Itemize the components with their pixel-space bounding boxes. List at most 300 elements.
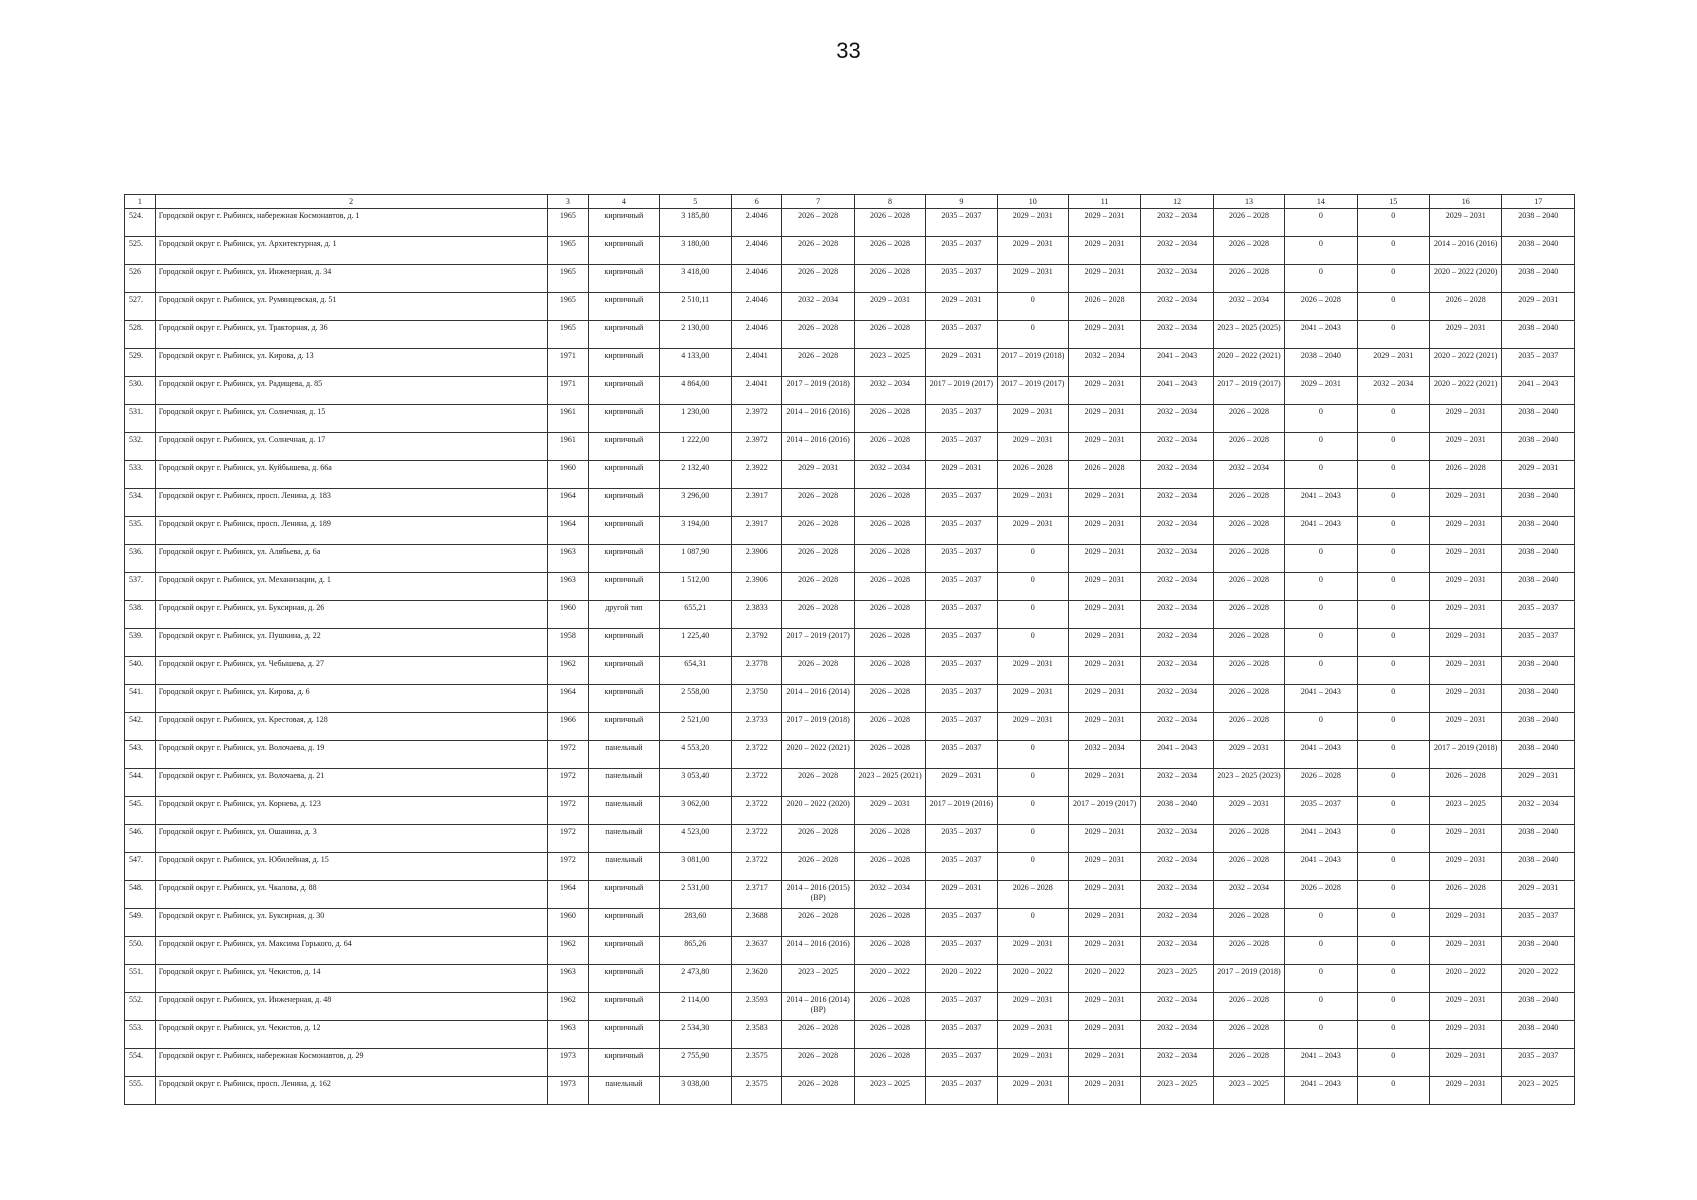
table-cell: 2026 – 2028: [854, 209, 925, 237]
table-cell: 2017 – 2019 (2017): [926, 377, 997, 405]
table-cell: 2032 – 2034: [1141, 629, 1213, 657]
table-cell: 2026 – 2028: [854, 685, 925, 713]
table-cell: 2035 – 2037: [1502, 909, 1575, 937]
table-cell: 550.: [125, 937, 156, 965]
table-cell: 2.3722: [731, 825, 781, 853]
table-cell: 2.3722: [731, 797, 781, 825]
table-cell: 1972: [547, 769, 589, 797]
table-cell: 2017 – 2019 (2018): [782, 377, 854, 405]
table-cell: 2038 – 2040: [1502, 937, 1575, 965]
table-cell: 1958: [547, 629, 589, 657]
table-cell: 2035 – 2037: [926, 573, 997, 601]
table-cell: 0: [997, 545, 1068, 573]
table-cell: 2038 – 2040: [1502, 853, 1575, 881]
table-cell: 2035 – 2037: [1502, 349, 1575, 377]
table-cell: 2026 – 2028: [854, 265, 925, 293]
table-cell: 0: [1285, 545, 1357, 573]
table-cell: 2038 – 2040: [1502, 657, 1575, 685]
table-cell: 2032 – 2034: [1141, 937, 1213, 965]
table-cell: 2032 – 2034: [1141, 601, 1213, 629]
table-cell: Городской округ г. Рыбинск, ул. Чекистов, д. 14: [155, 965, 547, 993]
table-cell: 2029 – 2031: [1502, 293, 1575, 321]
table-row: [125, 209, 1575, 237]
table-cell: 2035 – 2037: [926, 993, 997, 1021]
table-cell: 2026 – 2028: [1430, 461, 1502, 489]
table-cell: 2026 – 2028: [854, 937, 925, 965]
table-row: [125, 993, 1575, 1021]
table-cell: 2026 – 2028: [854, 741, 925, 769]
table-cell: 2.3972: [731, 433, 781, 461]
table-cell: 2026 – 2028: [1285, 293, 1357, 321]
table-cell: 2.4046: [731, 293, 781, 321]
table-cell: 0: [1357, 741, 1429, 769]
table-cell: 2032 – 2034: [1141, 993, 1213, 1021]
table-cell: 2035 – 2037: [926, 629, 997, 657]
table-cell: 2029 – 2031: [1430, 1021, 1502, 1049]
table-cell: 0: [997, 293, 1068, 321]
table-cell: 2029 – 2031: [1068, 825, 1140, 853]
table-cell: 2032 – 2034: [854, 461, 925, 489]
table-cell: панельный: [589, 853, 659, 881]
table-cell: 2020 – 2022: [926, 965, 997, 993]
table-cell: 2032 – 2034: [1141, 209, 1213, 237]
table-cell: 2.4046: [731, 321, 781, 349]
table-cell: 2017 – 2019 (2017): [997, 377, 1068, 405]
table-cell: 2029 – 2031: [1430, 601, 1502, 629]
table-cell: 2032 – 2034: [854, 881, 925, 909]
table-cell: 2029 – 2031: [1213, 797, 1284, 825]
table-cell: 1 225,40: [659, 629, 731, 657]
table-cell: 0: [1357, 1021, 1429, 1049]
table-cell: 2032 – 2034: [1141, 433, 1213, 461]
table-cell: 2.4041: [731, 377, 781, 405]
table-cell: 2.3722: [731, 741, 781, 769]
table-cell: 2026 – 2028: [782, 657, 854, 685]
table-cell: 2026 – 2028: [782, 825, 854, 853]
column-header: 14: [1285, 195, 1357, 209]
table-cell: 0: [1357, 797, 1429, 825]
table-header-row: [125, 195, 1575, 209]
table-cell: 2026 – 2028: [782, 349, 854, 377]
table-cell: 2035 – 2037: [926, 237, 997, 265]
table-row: [125, 769, 1575, 797]
table-cell: 0: [1357, 1077, 1429, 1105]
table-cell: Городской округ г. Рыбинск, ул. Буксирная, д. 26: [155, 601, 547, 629]
table-body: [125, 209, 1575, 1105]
table-cell: 2023 – 2025: [1141, 965, 1213, 993]
table-cell: 0: [997, 321, 1068, 349]
column-header: 9: [926, 195, 997, 209]
table-cell: 2026 – 2028: [1213, 993, 1284, 1021]
table-cell: 2026 – 2028: [782, 321, 854, 349]
table-cell: Городской округ г. Рыбинск, ул. Куйбышева, д. 66а: [155, 461, 547, 489]
table-cell: 1965: [547, 321, 589, 349]
table-cell: 2032 – 2034: [1141, 321, 1213, 349]
table-cell: 2041 – 2043: [1285, 685, 1357, 713]
table-cell: 2038 – 2040: [1502, 545, 1575, 573]
table-cell: 1961: [547, 433, 589, 461]
table-cell: кирпичный: [589, 685, 659, 713]
table-cell: 3 180,00: [659, 237, 731, 265]
table-row: [125, 881, 1575, 909]
table-cell: 2023 – 2025 (2021): [854, 769, 925, 797]
table-cell: 2029 – 2031: [997, 1077, 1068, 1105]
table-cell: 2020 – 2022: [997, 965, 1068, 993]
table-cell: 2020 – 2022: [1068, 965, 1140, 993]
table-cell: 2029 – 2031: [1430, 909, 1502, 937]
table-cell: 544.: [125, 769, 156, 797]
table-cell: 2029 – 2031: [1430, 573, 1502, 601]
table-cell: 2029 – 2031: [1285, 377, 1357, 405]
table-cell: 2.3717: [731, 881, 781, 909]
table-cell: 2026 – 2028: [782, 209, 854, 237]
table-cell: другой тип: [589, 601, 659, 629]
table-cell: кирпичный: [589, 433, 659, 461]
table-cell: 2029 – 2031: [1068, 853, 1140, 881]
table-cell: 2029 – 2031: [1068, 909, 1140, 937]
column-header: 8: [854, 195, 925, 209]
table-cell: 2035 – 2037: [926, 853, 997, 881]
column-header: 7: [782, 195, 854, 209]
table-cell: 532.: [125, 433, 156, 461]
table-cell: 2038 – 2040: [1502, 1021, 1575, 1049]
table-cell: 2026 – 2028: [782, 769, 854, 797]
table-cell: 2038 – 2040: [1502, 489, 1575, 517]
table-cell: 2026 – 2028: [1213, 209, 1284, 237]
table-cell: 2032 – 2034: [1141, 489, 1213, 517]
table-cell: 0: [1285, 713, 1357, 741]
table-cell: кирпичный: [589, 461, 659, 489]
table-cell: 2035 – 2037: [926, 265, 997, 293]
table-cell: 0: [1357, 629, 1429, 657]
table-cell: 2.3917: [731, 489, 781, 517]
column-header: 4: [589, 195, 659, 209]
table-cell: 2017 – 2019 (2018): [997, 349, 1068, 377]
table-cell: Городской округ г. Рыбинск, ул. Корнева, д. 123: [155, 797, 547, 825]
table-cell: 4 553,20: [659, 741, 731, 769]
table-cell: 1 087,90: [659, 545, 731, 573]
table-cell: 536.: [125, 545, 156, 573]
table-cell: 554.: [125, 1049, 156, 1077]
table-cell: 2035 – 2037: [926, 713, 997, 741]
table-cell: 2029 – 2031: [1430, 545, 1502, 573]
table-cell: 2029 – 2031: [997, 237, 1068, 265]
table-cell: 2026 – 2028: [854, 657, 925, 685]
table-cell: 2020 – 2022 (2020): [1430, 265, 1502, 293]
table-cell: 2029 – 2031: [854, 293, 925, 321]
column-header: 12: [1141, 195, 1213, 209]
table-cell: Городской округ г. Рыбинск, ул. Максима Горького, д. 64: [155, 937, 547, 965]
table-row: [125, 937, 1575, 965]
table-cell: 2029 – 2031: [1068, 1021, 1140, 1049]
column-header: 6: [731, 195, 781, 209]
table-cell: 2017 – 2019 (2018): [1213, 965, 1284, 993]
table-cell: Городской округ г. Рыбинск, ул. Механизации, д. 1: [155, 573, 547, 601]
table-cell: 2029 – 2031: [926, 881, 997, 909]
table-cell: Городской округ г. Рыбинск, просп. Ленина, д. 183: [155, 489, 547, 517]
table-cell: 1965: [547, 209, 589, 237]
table-cell: 2026 – 2028: [997, 461, 1068, 489]
table-cell: кирпичный: [589, 237, 659, 265]
table-cell: Городской округ г. Рыбинск, ул. Волочаева, д. 19: [155, 741, 547, 769]
table-cell: 0: [997, 909, 1068, 937]
table-cell: 2038 – 2040: [1502, 993, 1575, 1021]
table-cell: 2041 – 2043: [1285, 1049, 1357, 1077]
table-cell: 2.3722: [731, 769, 781, 797]
table-cell: 2029 – 2031: [1430, 937, 1502, 965]
table-cell: 2029 – 2031: [1068, 405, 1140, 433]
table-cell: 0: [1357, 881, 1429, 909]
table-cell: 2038 – 2040: [1502, 713, 1575, 741]
table-cell: 1 230,00: [659, 405, 731, 433]
table-row: [125, 1049, 1575, 1077]
table-cell: 2029 – 2031: [997, 1021, 1068, 1049]
table-cell: 2026 – 2028: [854, 993, 925, 1021]
table-cell: 546.: [125, 825, 156, 853]
table-cell: 2017 – 2019 (2018): [1430, 741, 1502, 769]
table-cell: 531.: [125, 405, 156, 433]
table-cell: Городской округ г. Рыбинск, набережная Космонавтов, д. 1: [155, 209, 547, 237]
table-cell: Городской округ г. Рыбинск, ул. Чебышева, д. 27: [155, 657, 547, 685]
table-cell: 1972: [547, 741, 589, 769]
table-cell: 2029 – 2031: [997, 433, 1068, 461]
table-cell: 0: [1285, 237, 1357, 265]
table-cell: 2017 – 2019 (2017): [782, 629, 854, 657]
table-cell: 0: [1285, 1021, 1357, 1049]
table-cell: 1966: [547, 713, 589, 741]
table-cell: 0: [1357, 321, 1429, 349]
table-cell: 2035 – 2037: [926, 405, 997, 433]
table-cell: Городской округ г. Рыбинск, ул. Юбилейная, д. 15: [155, 853, 547, 881]
table-cell: 2029 – 2031: [997, 713, 1068, 741]
table-cell: 2041 – 2043: [1141, 741, 1213, 769]
table-cell: 1964: [547, 489, 589, 517]
table-cell: 2035 – 2037: [926, 433, 997, 461]
table-cell: 526: [125, 265, 156, 293]
table-cell: 2.4046: [731, 209, 781, 237]
table-cell: Городской округ г. Рыбинск, ул. Пушкина, д. 22: [155, 629, 547, 657]
table-cell: 2026 – 2028: [854, 405, 925, 433]
table-cell: 2026 – 2028: [854, 713, 925, 741]
table-cell: панельный: [589, 769, 659, 797]
table-cell: 2029 – 2031: [1430, 993, 1502, 1021]
table-cell: 0: [1357, 545, 1429, 573]
table-cell: Городской округ г. Рыбинск, ул. Чкалова, д. 88: [155, 881, 547, 909]
table-row: [125, 517, 1575, 545]
table-cell: 1963: [547, 545, 589, 573]
table-cell: 2032 – 2034: [1141, 769, 1213, 797]
table-cell: 655,21: [659, 601, 731, 629]
table-cell: 0: [1357, 209, 1429, 237]
table-cell: 525.: [125, 237, 156, 265]
column-header: 3: [547, 195, 589, 209]
table-cell: 2029 – 2031: [1068, 545, 1140, 573]
column-header: 16: [1430, 195, 1502, 209]
table-cell: 2026 – 2028: [854, 433, 925, 461]
table-cell: 1963: [547, 1021, 589, 1049]
table-cell: 2.3917: [731, 517, 781, 545]
table-cell: 2.3906: [731, 545, 781, 573]
table-cell: 2026 – 2028: [1430, 293, 1502, 321]
table-cell: 2026 – 2028: [782, 853, 854, 881]
table-cell: 2032 – 2034: [1141, 461, 1213, 489]
table-cell: 0: [1285, 433, 1357, 461]
table-cell: 4 523,00: [659, 825, 731, 853]
table-cell: 2.3972: [731, 405, 781, 433]
table-cell: 2029 – 2031: [1502, 461, 1575, 489]
table-cell: 2029 – 2031: [997, 685, 1068, 713]
table-cell: 2038 – 2040: [1502, 209, 1575, 237]
table-cell: Городской округ г. Рыбинск, ул. Радищева, д. 85: [155, 377, 547, 405]
table-cell: 2032 – 2034: [1141, 517, 1213, 545]
table-cell: 0: [1285, 209, 1357, 237]
table-cell: Городской округ г. Рыбинск, просп. Ленина, д. 162: [155, 1077, 547, 1105]
table-cell: 2029 – 2031: [1068, 657, 1140, 685]
table-cell: 2026 – 2028: [1213, 545, 1284, 573]
table-cell: 2035 – 2037: [926, 1077, 997, 1105]
table-cell: 2026 – 2028: [1213, 405, 1284, 433]
table-cell: 2029 – 2031: [1502, 769, 1575, 797]
table-cell: 551.: [125, 965, 156, 993]
table-cell: 3 418,00: [659, 265, 731, 293]
table-cell: 2.3722: [731, 853, 781, 881]
table-cell: кирпичный: [589, 713, 659, 741]
table-cell: 2035 – 2037: [926, 825, 997, 853]
column-header: 13: [1213, 195, 1284, 209]
table-cell: 2035 – 2037: [926, 1049, 997, 1077]
table-cell: 0: [1357, 293, 1429, 321]
table-cell: 2035 – 2037: [926, 601, 997, 629]
table-cell: кирпичный: [589, 1049, 659, 1077]
table-row: [125, 1077, 1575, 1105]
table-cell: 2038 – 2040: [1502, 573, 1575, 601]
table-row: [125, 909, 1575, 937]
table-cell: кирпичный: [589, 1021, 659, 1049]
table-cell: 2014 – 2016 (2014) (ВР): [782, 993, 854, 1021]
table-cell: 2029 – 2031: [1068, 237, 1140, 265]
table-cell: Городской округ г. Рыбинск, просп. Ленина, д. 189: [155, 517, 547, 545]
table-row: [125, 377, 1575, 405]
table-row: [125, 797, 1575, 825]
table-cell: 1965: [547, 237, 589, 265]
table-cell: 0: [1357, 601, 1429, 629]
table-cell: Городской округ г. Рыбинск, ул. Алябьева, д. 6а: [155, 545, 547, 573]
table-cell: 2038 – 2040: [1502, 237, 1575, 265]
table-cell: Городской округ г. Рыбинск, набережная Космонавтов, д. 29: [155, 1049, 547, 1077]
table-cell: 2026 – 2028: [782, 1077, 854, 1105]
table-cell: 3 185,80: [659, 209, 731, 237]
table-cell: 2032 – 2034: [1141, 853, 1213, 881]
table-cell: 2035 – 2037: [926, 909, 997, 937]
table-cell: 2 521,00: [659, 713, 731, 741]
table-cell: кирпичный: [589, 405, 659, 433]
table-cell: 2026 – 2028: [854, 909, 925, 937]
table-cell: 2029 – 2031: [1068, 517, 1140, 545]
table-cell: 2041 – 2043: [1285, 517, 1357, 545]
table-cell: 527.: [125, 293, 156, 321]
table-cell: 2029 – 2031: [997, 937, 1068, 965]
table-cell: 1963: [547, 573, 589, 601]
table-cell: 2026 – 2028: [854, 1049, 925, 1077]
table-cell: 2029 – 2031: [1502, 881, 1575, 909]
table-cell: 530.: [125, 377, 156, 405]
table-cell: 2032 – 2034: [1141, 265, 1213, 293]
table-cell: 2029 – 2031: [997, 489, 1068, 517]
table-cell: 1971: [547, 377, 589, 405]
table-cell: 2029 – 2031: [1430, 209, 1502, 237]
table-cell: 0: [1357, 769, 1429, 797]
table-cell: 2020 – 2022: [1502, 965, 1575, 993]
table-cell: 2026 – 2028: [854, 853, 925, 881]
table-cell: 2029 – 2031: [1068, 377, 1140, 405]
table-cell: 2032 – 2034: [1141, 405, 1213, 433]
table-cell: 2029 – 2031: [1430, 1077, 1502, 1105]
table-cell: 2.3833: [731, 601, 781, 629]
table-cell: 0: [1357, 489, 1429, 517]
table-cell: 552.: [125, 993, 156, 1021]
table-cell: 538.: [125, 601, 156, 629]
table-cell: 2029 – 2031: [1068, 321, 1140, 349]
table-cell: 2032 – 2034: [1141, 237, 1213, 265]
table-cell: 533.: [125, 461, 156, 489]
table-row: [125, 825, 1575, 853]
table-cell: 2029 – 2031: [1430, 685, 1502, 713]
table-cell: 2029 – 2031: [1068, 1049, 1140, 1077]
table-cell: 0: [997, 573, 1068, 601]
table-cell: 2020 – 2022: [854, 965, 925, 993]
table-cell: 0: [1285, 965, 1357, 993]
table-cell: Городской округ г. Рыбинск, ул. Волочаева, д. 21: [155, 769, 547, 797]
table-cell: 2029 – 2031: [997, 517, 1068, 545]
table-cell: 0: [997, 769, 1068, 797]
table-cell: 2020 – 2022 (2021): [1213, 349, 1284, 377]
table-cell: Городской округ г. Рыбинск, ул. Инженерная, д. 34: [155, 265, 547, 293]
table-row: [125, 657, 1575, 685]
table-cell: 0: [997, 601, 1068, 629]
table-cell: 2029 – 2031: [854, 797, 925, 825]
table-cell: 2 531,00: [659, 881, 731, 909]
table-cell: 2032 – 2034: [1068, 349, 1140, 377]
table-cell: 2029 – 2031: [997, 993, 1068, 1021]
table-row: [125, 965, 1575, 993]
table-cell: 2026 – 2028: [1285, 881, 1357, 909]
table-cell: 0: [1357, 825, 1429, 853]
table-cell: 2041 – 2043: [1285, 1077, 1357, 1105]
table-cell: 2029 – 2031: [1430, 321, 1502, 349]
table-cell: 543.: [125, 741, 156, 769]
table-cell: 2029 – 2031: [926, 349, 997, 377]
table-cell: 2026 – 2028: [782, 1049, 854, 1077]
table-cell: 2038 – 2040: [1502, 741, 1575, 769]
table-cell: 2029 – 2031: [1068, 881, 1140, 909]
table-cell: 0: [1357, 909, 1429, 937]
table-cell: 1973: [547, 1077, 589, 1105]
table-cell: панельный: [589, 741, 659, 769]
table-cell: 2.3733: [731, 713, 781, 741]
table-cell: Городской округ г. Рыбинск, ул. Румянцевская, д. 51: [155, 293, 547, 321]
page-number: 33: [836, 38, 861, 63]
table-cell: 0: [1357, 685, 1429, 713]
table-cell: 2026 – 2028: [782, 1021, 854, 1049]
table-cell: 539.: [125, 629, 156, 657]
table-cell: 2029 – 2031: [1068, 265, 1140, 293]
table-cell: 2026 – 2028: [1213, 573, 1284, 601]
table-cell: 2029 – 2031: [997, 405, 1068, 433]
table-cell: 2035 – 2037: [926, 741, 997, 769]
table-cell: 547.: [125, 853, 156, 881]
table-cell: 2014 – 2016 (2016): [1430, 237, 1502, 265]
table-row: [125, 713, 1575, 741]
